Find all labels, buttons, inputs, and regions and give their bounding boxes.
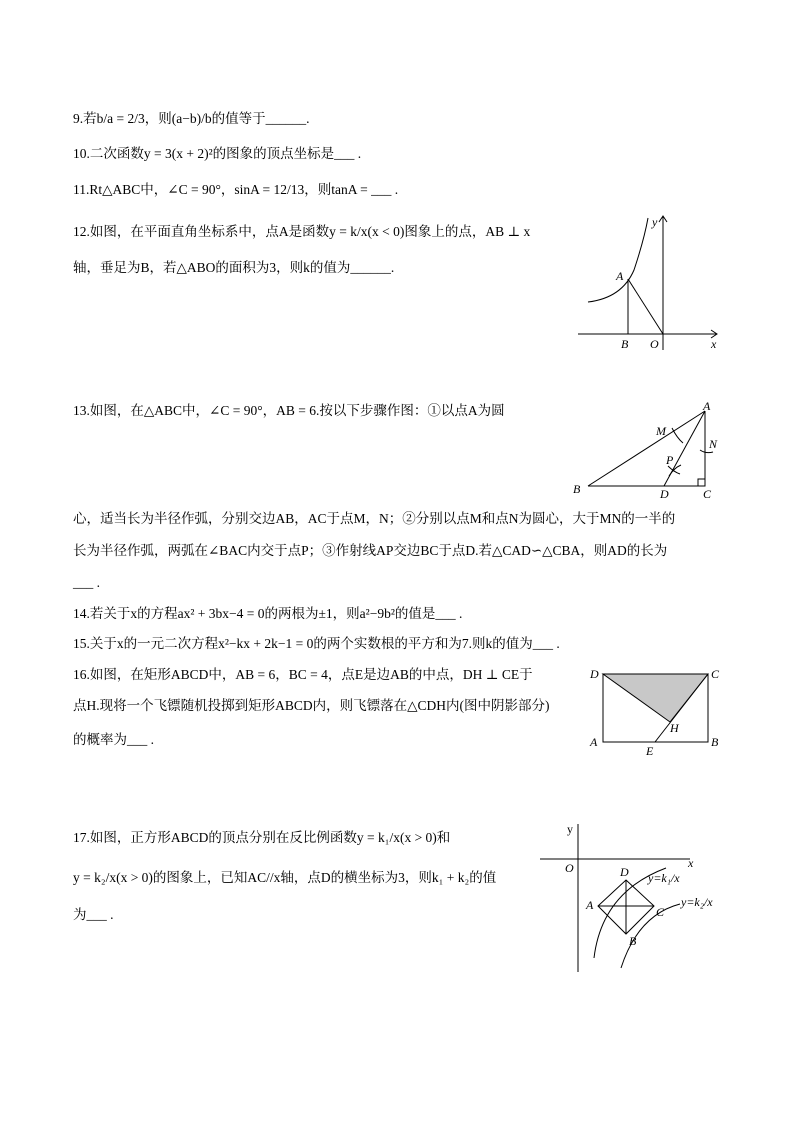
figure-13 xyxy=(566,398,736,503)
question-13-line-1: 13.如图，在△ABC中，∠C = 90°，AB = 6.按以下步骤作图：①以点A为圆 xyxy=(73,403,505,418)
question-17-line-1: 17.如图，正方形ABCD的顶点分别在反比例函数y = k₁/x(x > 0)和 xyxy=(73,830,451,845)
hyperbola-curve xyxy=(588,218,648,302)
label-x: x xyxy=(688,856,694,870)
right-angle-mark xyxy=(698,479,705,486)
label-c: C xyxy=(703,487,712,501)
question-13-line-2: 心，适当长为半径作弧，分别交边AB，AC于点M，N；②分别以点M和点N为圆心，大于MN的一半的 xyxy=(73,511,676,526)
question-10: 10.二次函数y = 3(x + 2)²的图象的顶点坐标是___ . xyxy=(73,146,362,161)
label-n: N xyxy=(709,437,718,451)
label-y: y xyxy=(652,215,658,229)
question-16-line-1: 16.如图，在矩形ABCD中，AB = 6，BC = 4，点E是边AB的中点，DH ⊥ CE于 xyxy=(73,667,533,682)
label-p: P xyxy=(666,453,674,467)
figure-16 xyxy=(585,664,725,759)
question-16-line-3: 的概率为___ . xyxy=(73,732,154,747)
segment-ab xyxy=(588,411,705,486)
label-m: M xyxy=(656,424,666,438)
question-11: 11.Rt△ABC中，∠C = 90°，sinA = 12/13，则tanA = ___ . xyxy=(73,182,399,197)
label-a: A xyxy=(586,898,594,912)
question-16-line-2: 点H.现将一个飞镖随机投掷到矩形ABCD内，则飞镖落在△CDH内(图中阴影部分) xyxy=(73,698,550,713)
label-a: A xyxy=(590,735,598,749)
label-d: D xyxy=(620,865,629,879)
question-17-line-3: 为___ . xyxy=(73,907,114,922)
question-14: 14.若关于x的方程ax² + 3bx−4 = 0的两根为±1，则a²−9b²的值是___ . xyxy=(73,606,463,621)
question-13-line-3: 长为半径作弧，两弧在∠BAC内交于点P；③作射线AP交边BC于点D.若△CAD∽△CBA，则AD的长为 xyxy=(73,543,668,558)
label-b: B xyxy=(573,482,581,496)
label-c: C xyxy=(711,667,720,681)
shaded-triangle-cdh xyxy=(603,674,708,722)
label-o: O xyxy=(650,337,659,351)
question-9: 9.若b/a = 2/3，则(a−b)/b的值等于______. xyxy=(73,111,310,126)
label-o: O xyxy=(565,861,574,875)
label-e: E xyxy=(646,744,654,758)
question-17-line-2: y = k₂/x(x > 0)的图象上，已知AC//x轴，点D的横坐标为3，则k₁ + k₂的值 xyxy=(73,870,497,885)
label-a: A xyxy=(703,399,711,413)
label-y: y xyxy=(567,822,573,836)
arc-m xyxy=(672,428,683,443)
label-function-k1: y=k₁/x xyxy=(648,871,680,885)
label-function-k2: y=k₂/x xyxy=(681,895,713,909)
label-c: C xyxy=(656,905,665,919)
label-x: x xyxy=(711,337,717,351)
question-12-line-1: 12.如图，在平面直角坐标系中，点A是函数y = k/x(x < 0)图象上的点，AB ⊥ x xyxy=(73,224,531,239)
figure-17 xyxy=(538,820,728,975)
figure-12 xyxy=(572,210,732,355)
question-13-line-4: ___ . xyxy=(73,575,100,590)
label-d: D xyxy=(660,487,669,501)
label-h: H xyxy=(670,721,679,735)
label-b: B xyxy=(621,337,629,351)
label-b: B xyxy=(629,934,637,948)
question-15: 15.关于x的一元二次方程x²−kx + 2k−1 = 0的两个实数根的平方和为7.则k的值为___ . xyxy=(73,636,560,651)
question-12-line-2: 轴，垂足为B，若△ABO的面积为3，则k的值为______. xyxy=(73,260,395,275)
segment-ao xyxy=(628,279,663,334)
label-d: D xyxy=(590,667,599,681)
label-b: B xyxy=(711,735,719,749)
label-a: A xyxy=(616,269,624,283)
